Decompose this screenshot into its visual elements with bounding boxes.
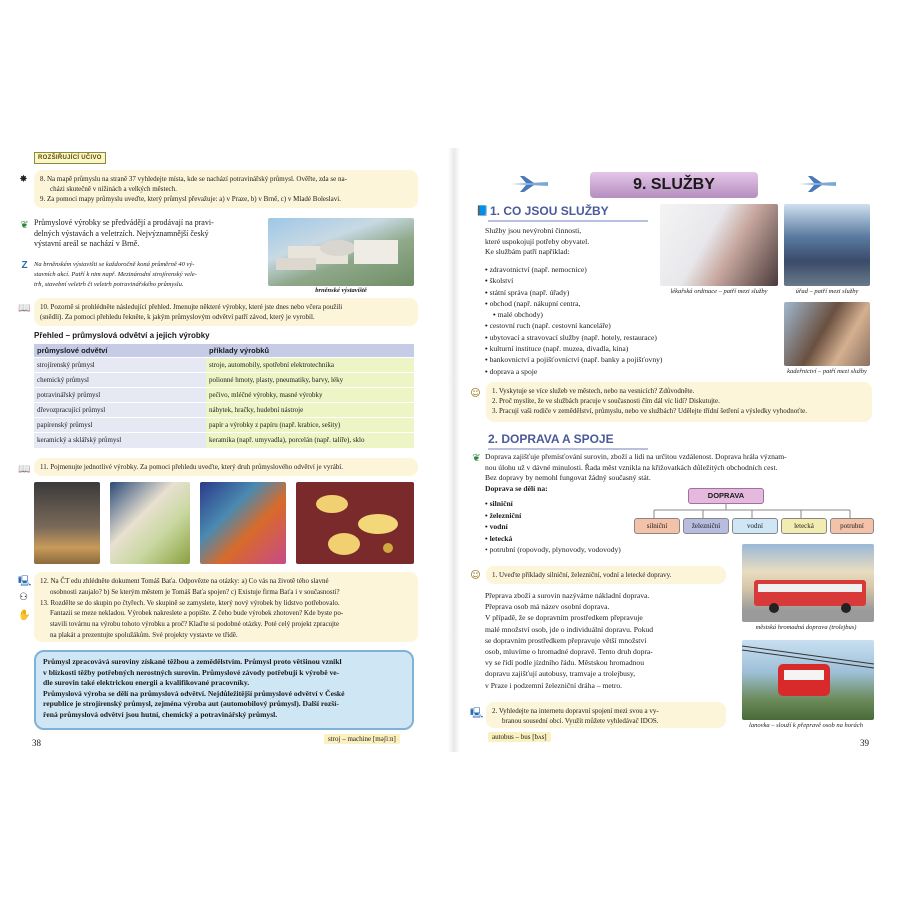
body-line: Přeprava zboží a surovin nazýváme nákladní doprava. — [485, 591, 650, 600]
section-book-icon: 📘 — [476, 206, 489, 217]
intro-line: Bez dopravy by nemohl fungovat žádný současný stát. — [485, 473, 651, 482]
body-line: v Praze i podzemní železniční dráha – metro. — [485, 680, 623, 690]
section-rule — [488, 220, 648, 222]
task-10-line2: (snědli). Za pomoci přehledu řekněte, k jakým průmyslovým odvětví patří závod, který je vyrobil. — [40, 313, 315, 321]
body-line: V případě, že se dopravním prostředkem přepravuje — [485, 613, 643, 623]
table-cell: papír a výrobky z papíru (např. krabice, sešity) — [206, 418, 414, 433]
fair-fact — [34, 260, 262, 290]
list-item: • kulturní instituce (např. muzea, divadla, kina) — [485, 343, 662, 354]
list-item: • letecká — [485, 533, 621, 545]
diagram-node-rail: železniční — [683, 518, 729, 534]
diagram-node-road: silniční — [634, 518, 680, 534]
list-item: • cestovní ruch (např. cestovní kanceláře) — [485, 320, 662, 331]
computer-icon: 🖳 — [18, 576, 32, 587]
left-page — [18, 148, 428, 752]
office-caption: úřad – patří mezi služby — [795, 288, 859, 295]
task-8-line2: cházi skutečně v nížinách a velkých městech. — [50, 185, 177, 193]
task-box-8-9 — [34, 170, 418, 208]
intro-line: Služby jsou nevýrobní činnosti, — [485, 226, 582, 235]
table-cell: pečivo, mléčné výrobky, masné výrobky — [206, 388, 414, 403]
intro-line: Doprava se dělí na: — [485, 483, 548, 493]
intro-line: nou úlohu už v dávné minulosti. Řada měst vznikla na křižovatkách důležitých obchodních cest. — [485, 462, 778, 472]
doctor-caption: lékařská ordinace – patří mezi služby — [670, 288, 768, 295]
brno-exhibition-photo — [268, 218, 414, 286]
task-8-line1: 8. Na mapě průmyslu na straně 37 vyhledejte místa, kde se nachází potravinářský průmysl. Ověřte, zda se na- — [40, 175, 347, 183]
task-box-10 — [34, 298, 418, 326]
industry-table — [34, 344, 414, 448]
page-number-right: 39 — [860, 738, 869, 748]
cable-car-caption: lanovka – slouží k přepravě osob na horách — [749, 722, 863, 729]
body-line: vy se řídí podle jízdního řádu. Městskou hromadnou — [485, 658, 645, 668]
task-line: na plakát a prezentujte spolužákům. Své projekty vystavte ve třídě. — [50, 630, 238, 639]
doctor-photo — [660, 204, 778, 286]
list-item: • malé obchody) — [485, 309, 662, 320]
summary-line: dle surovin také elektrickou energii a kvalifikované pracovníky. — [43, 678, 250, 687]
table-row — [34, 388, 414, 403]
table-cell: strojírenský průmysl — [34, 358, 206, 373]
fairs-intro — [34, 218, 260, 250]
airplane-icon — [798, 176, 838, 192]
task-9: 9. Za pomoci mapy průmyslu uveďte, který průmysl převažuje: a) v Praze, b) v Brně, c) v Mladé Boleslavi. — [40, 195, 341, 203]
table-row — [34, 418, 414, 433]
task-line: branou sousední obcí. Využít můžete vyhledávač IDOS. — [502, 717, 659, 725]
intro-line: Průmyslové výrobky se předvádějí a prodávají na pravi- — [34, 218, 214, 227]
intro-line: které uspokojují potřeby obyvatel. — [485, 236, 590, 246]
table-cell: dřevozpracující průmysl — [34, 403, 206, 418]
task-box-12-13 — [34, 572, 418, 642]
leaf-icon: ❦ — [472, 453, 481, 464]
list-item: • státní správa (např. úřady) — [485, 287, 662, 298]
list-item: • bankovnictví a pojišťovnictví (např. banky a pojišťovny) — [485, 354, 662, 365]
question: 1. Vyskytuje se více služeb ve městech, nebo na vesnicích? Zdůvodněte. — [492, 387, 695, 395]
book-gutter — [448, 148, 460, 752]
table-cell: polionné hmoty, plasty, pneumatiky, barvy, léky — [206, 373, 414, 388]
task-10-line1: 10. Pozorně si prohlédněte následující přehled. Jmenujte některé výrobky, které jste dnes nebo včera použili — [40, 303, 343, 311]
list-item: • ubytovací a stravovací služby (např. hotely, restaurace) — [485, 332, 662, 343]
list-item: • školství — [485, 275, 662, 286]
services-intro — [485, 226, 655, 258]
leaf-icon: ❦ — [20, 220, 29, 231]
diagram-root: DOPRAVA — [688, 488, 764, 504]
exhibition-caption: brněnské výstaviště — [315, 287, 367, 294]
task-box-11: 11. Pojmenujte jednotlivé výrobky. Za pomoci přehledu uveďte, který druh průmyslového odvětví je vyrábí. — [34, 458, 418, 476]
list-item: • obchod (např. nákupní centra, — [485, 298, 662, 309]
table-title: Přehled – průmyslová odvětví a jejich výrobky — [34, 331, 210, 340]
body-line: se dopravním prostředkem přepravuje větší množství — [485, 635, 647, 645]
airplane-icon — [510, 176, 550, 192]
list-item: • silniční — [485, 498, 621, 510]
extension-tag: ROZŠIŘUJÍCÍ UČIVO — [34, 152, 106, 164]
figure-icon: ☺ — [470, 388, 481, 399]
bakery-photo — [34, 482, 100, 564]
diagram-node-air: letecká — [781, 518, 827, 534]
book-icon: 📖 — [18, 464, 31, 475]
intro-line: delných výstavách a veletrzích. Nejvýznamnější český — [34, 228, 209, 238]
figure-icon: ✋ — [18, 610, 31, 621]
vocab-gloss-right: autobus – bus [bʌs] — [488, 732, 551, 742]
body-line: Přeprava osob má název osobní doprava. — [485, 602, 610, 612]
table-header: průmyslové odvětví — [34, 344, 206, 358]
salon-caption: kadeřnictví – patří mezi služby — [787, 368, 867, 375]
summary-line: řená průmyslová odvětví jsou hutní, chemický a potravinářský průmysl. — [43, 709, 278, 719]
diagram-node-pipeline: potrubní — [830, 518, 874, 534]
question: 2. Proč myslíte, že ve službách pracuje v současnosti čím dál víc lidí? Diskutujte. — [492, 397, 720, 405]
section-title: 2. DOPRAVA A SPOJE — [488, 432, 614, 446]
wooden-toys-photo — [296, 482, 414, 564]
table-cell: potravinářský průmysl — [34, 388, 206, 403]
task-line: osobnosti zaujalo? b) Se kterým městem je Tomáš Baťa spojen? c) Existuje firma Baťa i v současnosti? — [50, 587, 340, 596]
body-line: osob, mluvíme o hromadné dopravě. Tento druh dopra- — [485, 647, 653, 657]
table-row — [34, 403, 414, 418]
transport-types-list — [485, 498, 621, 556]
transport-intro — [485, 452, 875, 494]
summary-box — [34, 650, 414, 730]
body-line: malé množství osob, jde o individuální dopravu. Pokud — [485, 624, 654, 634]
cable-car-photo — [742, 640, 874, 720]
fact-line: Na brněnském výstavišti se každoročně koná průměrně 40 vý- — [34, 261, 195, 268]
section-title: 1. CO JSOU SLUŽBY — [490, 204, 609, 218]
table-row — [34, 373, 414, 388]
chapter-title: 9. SLUŽBY — [590, 172, 758, 198]
intro-line: výstavní areál se nachází v Brně. — [34, 239, 140, 248]
plastics-photo — [110, 482, 190, 564]
intro-line: Doprava zajišťuje přemísťování surovin, zboží a lidí na určitou vzdálenost. Doprava hrála význam- — [485, 452, 787, 461]
idos-task-box — [486, 702, 726, 728]
summary-line: Průmyslová výroba se dělí na průmyslová odvětví. Nejdůležitější průmyslové odvětví v České — [43, 688, 345, 698]
table-row — [34, 433, 414, 448]
fact-line: stavních akcí. Patří k nim např. Mezinárodní strojírenský vele- — [34, 271, 197, 278]
vocab-gloss-left: stroj – machine [məʃiːn] — [324, 734, 400, 744]
section-rule — [488, 448, 648, 450]
trolleybus-caption: městská hromadná doprava (trolejbus) — [755, 624, 857, 631]
textbook-spread — [18, 148, 874, 752]
task-line: 12. Na ČT edu zhlédněte dokument Tomáš Baťa. Odpovězte na otázky: a) Co vás na životě tého slavné — [40, 577, 329, 585]
glass-photo — [200, 482, 286, 564]
table-cell: papírenský průmysl — [34, 418, 206, 433]
intro-line: Ke službám patří například: — [485, 247, 570, 256]
table-cell: stroje, automobily, spotřební elektrotechnika — [206, 358, 414, 373]
list-item: • zdravotnictví (např. nemocnice) — [485, 264, 662, 275]
summary-line: v blízkosti těžby potřebných nerostných surovin. Průmyslové závody potřebují k výrobě ve- — [43, 667, 340, 677]
group-icon: ⚇ — [19, 592, 28, 603]
summary-line: Průmysl zpracovává suroviny získané těžbou a zemědělstvím. Průmysl proto většinou vznikl — [43, 657, 342, 666]
star-icon: ✸ — [19, 174, 28, 185]
table-row — [34, 358, 414, 373]
transport-body — [485, 590, 731, 691]
services-questions-box — [486, 382, 872, 422]
question: 3. Pracují vaši rodiče v zemědělství, průmyslu, nebo ve službách? Udělejte třídní šetření a výsledky vyhodnoťte. — [492, 407, 807, 415]
list-item: • doprava a spoje — [485, 366, 662, 377]
task-line: 2. Vyhledejte na internetu dopravní spojení mezi svou a vy- — [492, 707, 659, 715]
book-icon: 📖 — [18, 303, 31, 314]
diagram-node-water: vodní — [732, 518, 778, 534]
services-list — [485, 264, 662, 377]
figure-icon: ☺ — [470, 570, 481, 581]
table-cell: nábytek, hračky, hudební nástroje — [206, 403, 414, 418]
fact-z-icon: Z — [21, 260, 28, 271]
table-cell: keramika (např. umyvadla), porcelán (např. talíře), sklo — [206, 433, 414, 448]
computer-icon: 🖳 — [470, 708, 484, 719]
table-header: příklady výrobků — [206, 344, 414, 358]
table-cell: keramický a sklářský průmysl — [34, 433, 206, 448]
task-line: stavili továrnu na výrobu tohoto výrobku a proč? Klaďte si podobné otázky. Poté celý projekt zpracujte — [50, 620, 340, 629]
trolleybus-photo — [742, 544, 874, 622]
page-number-left: 38 — [32, 738, 41, 748]
list-item: • železniční — [485, 510, 621, 522]
list-item: • potrubní (ropovody, plynovody, vodovody) — [485, 544, 621, 556]
hair-salon-photo — [784, 302, 870, 366]
body-line: dopravu zajišťují autobusy, tramvaje a trolejbusy, — [485, 669, 636, 679]
table-cell: chemický průmysl — [34, 373, 206, 388]
transport-task-box: 1. Uveďte příklady silniční, železniční, vodní a letecké dopravy. — [486, 566, 726, 584]
task-line: 13. Rozdělte se do skupin po čtyřech. Ve skupině se zamyslete, který nový výrobek by lidstvo potřebovalo. — [40, 598, 340, 607]
office-building-photo — [784, 204, 870, 286]
table-header-row — [34, 344, 414, 358]
task-line: Fantazii se meze nekladou. Výrobek nakreslete a popište. Z čeho bude výrobek zhotoven? Kde byste po- — [50, 609, 344, 618]
fact-line: trh, stavební veletrh či veletrh potravinářského průmyslu. — [34, 281, 184, 288]
list-item: • vodní — [485, 521, 621, 533]
summary-line: republice je strojírenský průmysl, zejména výroba aut (automobilový průmysl). Další rozší- — [43, 699, 339, 708]
right-page — [470, 148, 874, 752]
